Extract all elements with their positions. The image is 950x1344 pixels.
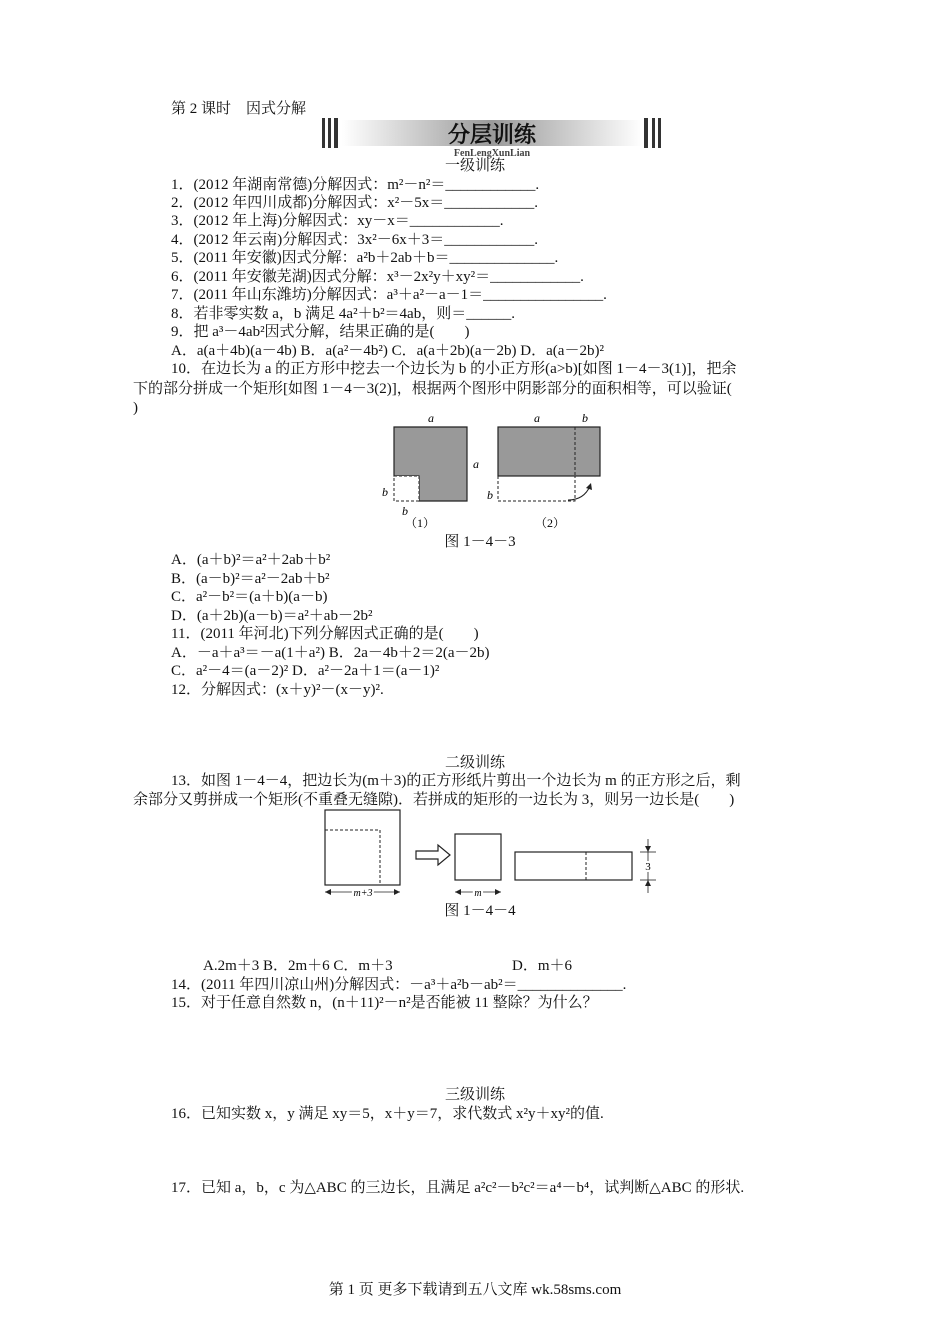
question-13-line2: 余部分又剪拼成一个矩形(不重叠无缝隙)．若拼成的矩形的一边长为 3，则另一边长是( ) xyxy=(133,792,735,808)
question-10-option-b: B．(a－b)²＝a²－2ab＋b² xyxy=(171,571,330,587)
level-one-heading: 一级训练 xyxy=(444,158,505,174)
question-3: 3．(2012 年上海)分解因式：xy－x＝____________. xyxy=(171,213,504,229)
fig1-label-b-left: b xyxy=(382,485,388,499)
banner-subtitle: FenLengXunLian xyxy=(453,148,531,159)
question-10-option-d: D．(a＋2b)(a－b)＝a²＋ab－2b² xyxy=(171,608,373,624)
question-10-line2: 下的部分拼成一个矩形[如图 1－4－3(2)]，根据两个图形中阴影部分的面积相等，可以验证( xyxy=(133,381,732,397)
level-two-heading: 二级训练 xyxy=(444,755,505,771)
question-17: 17．已知 a，b，c 为△ABC 的三边长，且满足 a²c²－b²c²＝a⁴－b⁴，试判断△ABC 的形状. xyxy=(171,1180,745,1196)
level-three-heading: 三级训练 xyxy=(444,1087,505,1103)
fig2-label-3: 3 xyxy=(645,861,651,873)
fig1-label-b-left2: b xyxy=(487,488,493,502)
question-9: 9．把 a³－4ab²因式分解，结果正确的是( ) xyxy=(171,324,470,340)
question-10-line1: 10．在边长为 a 的正方形中挖去一个边长为 b 的小正方形(a>b)[如图 1－4－3(1)]，把余 xyxy=(171,361,737,377)
question-10-option-c: C．a²－b²＝(a＋b)(a－b) xyxy=(171,589,328,605)
fig2-label-m: m xyxy=(474,888,482,899)
question-11-options-ab: A．－a＋a³＝－a(1＋a²) B．2a－4b＋2＝2(a－2b) xyxy=(171,645,490,661)
figure-2-caption: 图 1－4－4 xyxy=(444,903,516,919)
question-8: 8．若非零实数 a，b 满足 4a²＋b²＝4ab，则＝______. xyxy=(171,306,515,322)
figure-1-4-4 xyxy=(318,803,668,908)
question-1: 1．(2012 年湖南常德)分解因式：m²－n²＝____________. xyxy=(171,177,540,193)
question-2: 2．(2012 年四川成都)分解因式：x²－5x＝____________. xyxy=(171,195,538,211)
question-5: 5．(2011 年安徽)因式分解：a²b＋2ab＋b＝______________. xyxy=(171,250,559,266)
fig1-caption-1: （1） xyxy=(404,516,436,530)
question-16: 16．已知实数 x，y 满足 xy＝5，x＋y＝7，求代数式 x²y＋xy²的值. xyxy=(171,1106,604,1122)
figure-1-4-3 xyxy=(370,410,620,540)
fig1-label-b-bottom: b xyxy=(402,504,408,518)
page-footer: 第 1 页 更多下载请到五八文库 wk.58sms.com xyxy=(328,1282,622,1298)
fig1-label-b-top2: b xyxy=(582,411,588,425)
question-11: 11．(2011 年河北)下列分解因式正确的是( ) xyxy=(171,626,479,642)
question-13-options: A.2m＋3 B．2m＋6 C．m＋3 xyxy=(203,958,393,974)
question-11-options-cd: C．a²－4＝(a－2)² D．a²－2a＋1＝(a－1)² xyxy=(171,663,440,679)
question-10-option-a: A．(a＋b)²＝a²＋2ab＋b² xyxy=(171,552,331,568)
question-12: 12．分解因式：(x＋y)²－(x－y)². xyxy=(171,682,384,698)
fig1-label-a-top2: a xyxy=(534,411,540,425)
fig1-label-a-side: a xyxy=(473,457,479,471)
question-4: 4．(2012 年云南)分解因式：3x²－6x＋3＝____________. xyxy=(171,232,538,248)
fig1-label-a-top: a xyxy=(428,411,434,425)
figure-1-caption: 图 1－4－3 xyxy=(444,534,516,550)
question-14: 14．(2011 年四川凉山州)分解因式：－a³＋a²b－ab²＝______________. xyxy=(171,977,627,993)
question-15: 15．对于任意自然数 n，(n＋11)²－n²是否能被 11 整除？为什么？ xyxy=(171,995,598,1011)
question-6: 6．(2011 年安徽芜湖)因式分解：x³－2x²y＋xy²＝____________. xyxy=(171,269,584,285)
lesson-title: 第 2 课时 因式分解 xyxy=(171,101,307,117)
question-13-line1: 13．如图 1－4－4，把边长为(m＋3)的正方形纸片剪出一个边长为 m 的正方形之后，剩 xyxy=(171,773,741,789)
question-9-options: A．a(a＋4b)(a－4b) B．a(a²－4b²) C．a(a＋2b)(a－2b) D．a(a－2b)² xyxy=(171,343,604,359)
banner-title: 分层训练 xyxy=(447,122,537,147)
question-10-line3: ) xyxy=(133,400,138,416)
section-banner xyxy=(322,116,662,159)
fig2-label-m3: m+3 xyxy=(353,888,373,899)
question-7: 7．(2011 年山东潍坊)分解因式：a³＋a²－a－1＝________________. xyxy=(171,287,607,303)
question-13-option-d: D．m＋6 xyxy=(512,958,573,974)
fig1-caption-2: （2） xyxy=(534,516,566,530)
